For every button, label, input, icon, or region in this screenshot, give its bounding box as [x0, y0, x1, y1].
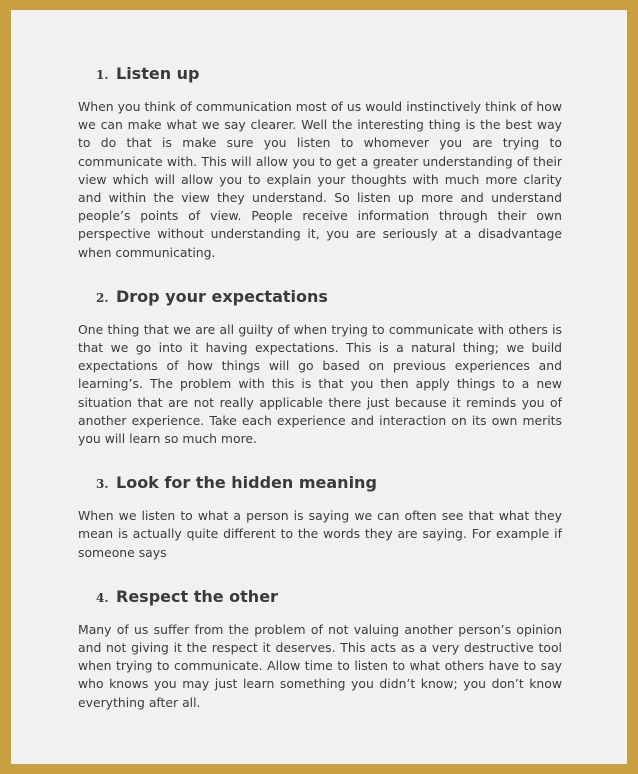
section-listen-up	[78, 64, 562, 262]
section-number: 2.	[96, 290, 109, 305]
section-number: 1.	[96, 68, 109, 82]
section-heading	[96, 287, 562, 321]
section-number: 3.	[96, 477, 109, 492]
section-body: When we listen to what a person is saying we can often see that what they mean is actually quite different to the words they are saying. For example if someone says	[78, 508, 562, 560]
section-body: One thing that we are all guilty of when trying to communicate with others is that we go into it having expectations. This is a natural thing; we build expectations of how things will go based on previous experiences and learning’s. The problem with this is that you then apply things to a new situation that are not really applicable there just because it reminds you of another experience. Take each experience and interaction on its own merits you will learn so much more.	[78, 321, 562, 447]
section-title: Look for the hidden meaning	[116, 473, 377, 493]
section-hidden-meaning	[78, 473, 562, 562]
section-drop-expectations	[78, 287, 562, 448]
document-page	[11, 10, 627, 764]
section-heading	[96, 473, 562, 507]
section-body: When you think of communication most of us would instinctively think of how we can make what we say clearer. Well the interesting thing is the best way to do that is make sure you listen to whomever you are trying to communicate with. This will allow you to get a greater understanding of their view which will allow you to explain your thoughts with much more clarity and within the view they understand. So listen up more and understand people’s points of view. People receive information through their own perspective without understanding it, you are seriously at a disadvantage when communicating.	[78, 99, 562, 260]
section-body: Many of us suffer from the problem of not valuing another person’s opinion and not giving it the respect it deserves. This acts as a very destructive tool when trying to communicate. Allow time to listen to what others have to say who knows you may just learn something you didn’t know; you don’t know everything after all.	[78, 621, 562, 710]
section-title: Listen up	[116, 64, 200, 83]
section-heading	[96, 587, 562, 621]
section-title: Respect the other	[116, 586, 278, 606]
section-heading	[96, 64, 562, 98]
section-number: 4.	[96, 590, 109, 605]
section-respect-other	[78, 587, 562, 712]
section-title: Drop your expectations	[116, 286, 328, 306]
document-content	[78, 64, 562, 737]
